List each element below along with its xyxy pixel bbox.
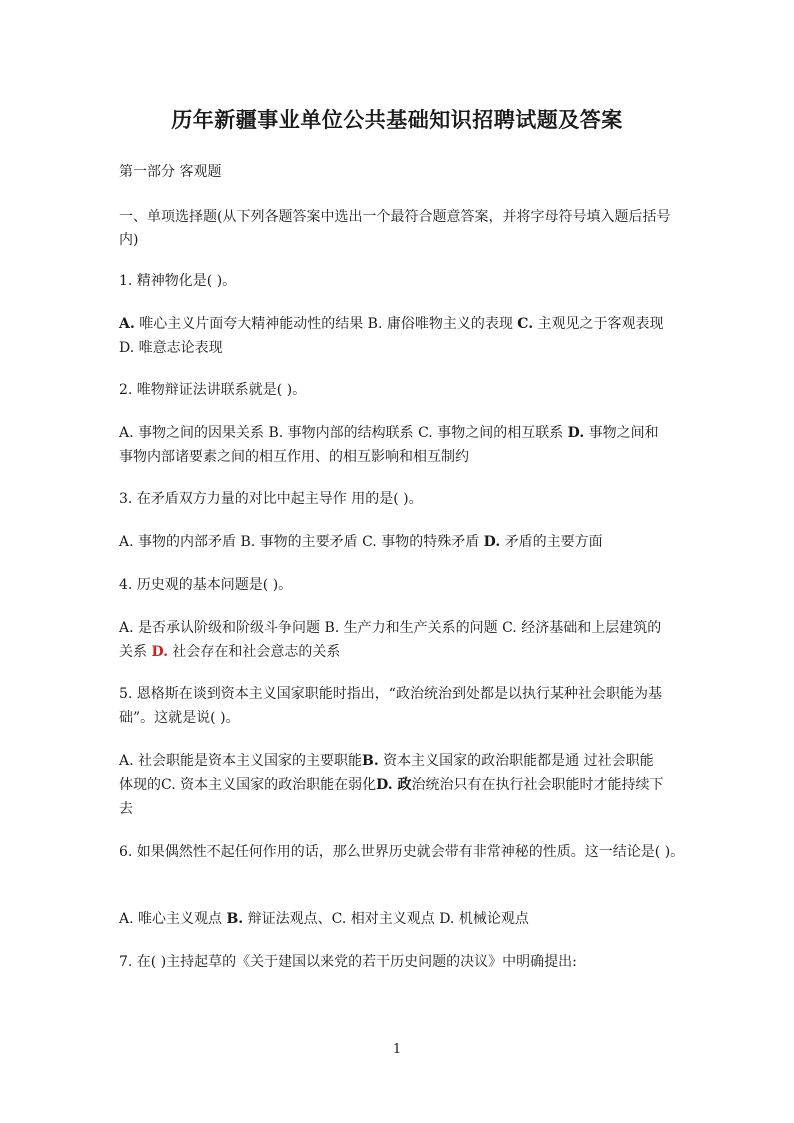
question-5-stem-line-1: 5. 恩格斯在谈到资本主义国家职能时指出，“政治统治到处都是以执行某种社会职能为基 — [119, 686, 662, 702]
option-text: A. 唯心主义观点 — [119, 911, 227, 927]
question-1-options-line-2: D. 唯意志论表现 — [119, 340, 223, 356]
option-letter: D. — [483, 534, 501, 550]
option-text: 治统治只有在执行社会职能时才能持续下 — [411, 777, 664, 793]
question-5-stem-line-2: 础”。这就是说( )。 — [119, 710, 240, 726]
question-2-options-line-1 — [119, 424, 659, 442]
option-letter: C. — [517, 316, 534, 332]
option-text: 辩证法观点、C. 相对主义观点 D. 机械论观点 — [243, 911, 529, 927]
question-6-stem: 6. 如果偶然性不起任何作用的话，那么世界历史就会带有非常神秘的性质。这一结论是( )。 — [119, 844, 685, 860]
option-text: A. 事物之间的因果关系 B. 事物内部的结构联系 C. 事物之间的相互联系 — [119, 425, 568, 441]
instruction-line-1: 一、单项选择题(从下列各题答案中选出一个最符合题意答案，并将字母符号填入题后括号 — [119, 209, 671, 225]
highlighted-answer-letter: D. — [151, 644, 168, 660]
question-3-stem: 3. 在矛盾双方力量的对比中起主导作 用的是( )。 — [119, 491, 423, 507]
option-letter: A. — [119, 316, 135, 332]
option-text: 矛盾的主要方面 — [500, 534, 603, 550]
option-letter: B. — [226, 911, 244, 927]
option-text: 社会存在和社会意志的关系 — [167, 644, 341, 660]
option-letter: B. — [362, 753, 379, 769]
page-number: 1 — [392, 1042, 402, 1057]
question-1-options-line-1 — [119, 315, 664, 333]
question-4-stem: 4. 历史观的基本问题是( )。 — [119, 577, 293, 593]
instruction-line-2: 内) — [119, 232, 139, 248]
section-heading: 第一部分 客观题 — [119, 164, 222, 180]
question-6-options-line-1 — [119, 910, 529, 928]
question-5-options-line-2 — [119, 776, 664, 794]
option-text: A. 事物的内部矛盾 B. 事物的主要矛盾 C. 事物的特殊矛盾 — [119, 534, 484, 550]
option-text: A. 社会职能是资本主义国家的主要职能 — [119, 753, 363, 769]
option-text: 唯心主义片面夸大精神能动性的结果 B. 庸俗唯物主义的表现 — [134, 316, 518, 332]
question-3-options-line-1 — [119, 533, 603, 551]
question-4-options-line-1: A. 是否承认阶级和阶级斗争问题 B. 生产力和生产关系的问题 C. 经济基础和上层建筑的 — [119, 620, 662, 636]
option-text: 事物之间和 — [584, 425, 659, 441]
question-2-options-line-2: 事物内部诸要素之间的相互作用、的相互影响和相互制约 — [119, 449, 469, 465]
question-4-options-line-2 — [119, 643, 340, 661]
option-text: 体现的C. 资本主义国家的政治职能在弱化 — [119, 777, 377, 793]
question-2-stem: 2. 唯物辩证法讲联系就是( )。 — [119, 382, 307, 398]
option-letter: D. 政 — [376, 777, 412, 793]
option-text: 关系 — [119, 644, 152, 660]
option-text: 资本主义国家的政治职能都是通 过社会职能 — [378, 753, 654, 769]
document-title: 历年新疆事业单位公共基础知识招聘试题及答案 — [171, 107, 623, 132]
option-letter: D. — [567, 425, 585, 441]
question-5-options-line-3: 去 — [119, 801, 133, 817]
option-text: 主观见之于客观表现 — [533, 316, 664, 332]
question-1-stem: 1. 精神物化是( )。 — [119, 273, 237, 289]
question-7-stem: 7. 在( )主持起草的《关于建国以来党的若干历史问题的决议》中明确提出: — [119, 954, 577, 970]
question-5-options-line-1 — [119, 752, 654, 770]
